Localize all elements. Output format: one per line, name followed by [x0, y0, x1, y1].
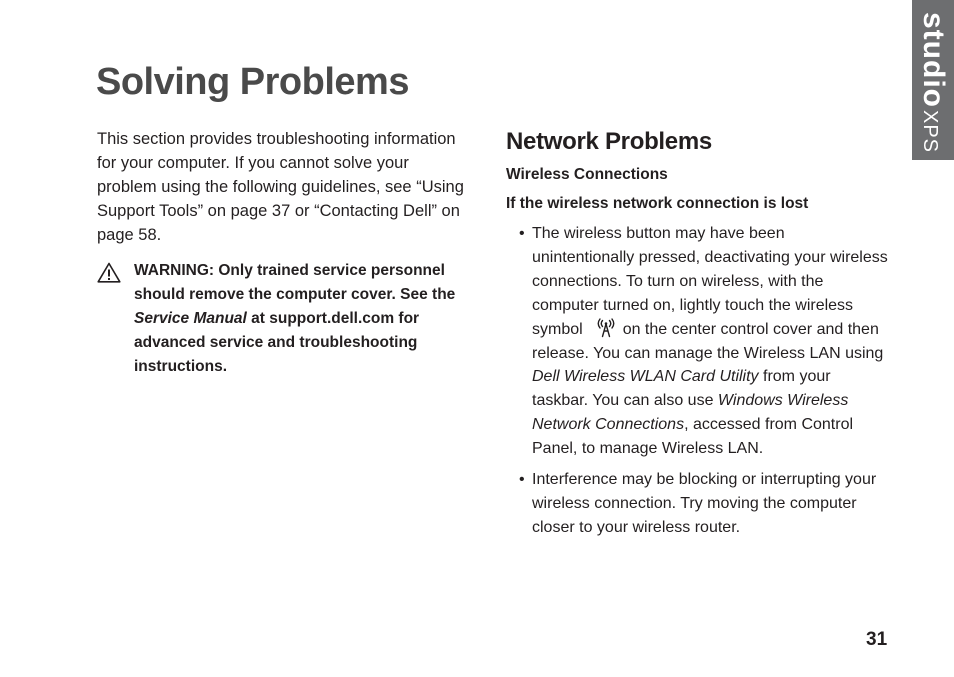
right-column	[506, 125, 891, 547]
section-title: Network Problems	[506, 128, 712, 155]
wlan-utility-name: Dell Wireless WLAN Card Utility	[532, 368, 759, 386]
intro-paragraph: This section provides troubleshooting information for your computer. If you cannot solve your problem using the following guidelines, see “Using Support Tools” on page 37 or “Contacting Dell” on page 58.	[97, 130, 464, 244]
brand-name: studio	[917, 12, 950, 108]
warning-triangle-icon	[97, 262, 121, 283]
warning-text-2: at support.dell.com for advanced service and troubleshooting instructions.	[134, 310, 420, 375]
brand-logo	[918, 12, 948, 153]
troubleshooting-list	[506, 222, 891, 540]
service-manual-title: Service Manual	[134, 310, 247, 327]
list-item	[506, 222, 891, 461]
page-number: 31	[866, 629, 888, 650]
bullet1-text-1: The wireless button may have been unintentionally pressed, deactivating your wireless connections. To turn on wireless, with the computer turned on, lightly touch the wireless symbol	[532, 225, 888, 338]
condition-heading: If the wireless network connection is lost	[506, 195, 809, 212]
bullet-icon: •	[519, 225, 525, 242]
warning-note	[97, 259, 467, 379]
warning-text-1: WARNING: Only trained service personnel should remove the computer cover. See the	[134, 262, 456, 303]
subheading: Wireless Connections	[506, 166, 668, 183]
brand-tab	[912, 0, 954, 160]
wireless-antenna-icon	[595, 318, 617, 338]
left-column	[97, 127, 467, 379]
bullet1-text-2: on the center control cover and then release. You can manage the Wireless LAN using	[532, 320, 884, 362]
bullet1-text-4: , accessed from Control Panel, to manage Wireless LAN.	[532, 416, 854, 458]
page-title: Solving Problems	[96, 61, 409, 103]
bullet2-text: Interference may be blocking or interrupting your wireless connection. Try moving the computer closer to your wireless router.	[532, 471, 877, 536]
bullet1-text-3: from your taskbar. You can also use	[532, 368, 831, 410]
list-item	[506, 468, 891, 540]
brand-model: XPS	[919, 110, 941, 154]
network-connections-name: Windows Wireless Network Connections	[532, 392, 849, 434]
bullet-icon: •	[519, 471, 525, 489]
